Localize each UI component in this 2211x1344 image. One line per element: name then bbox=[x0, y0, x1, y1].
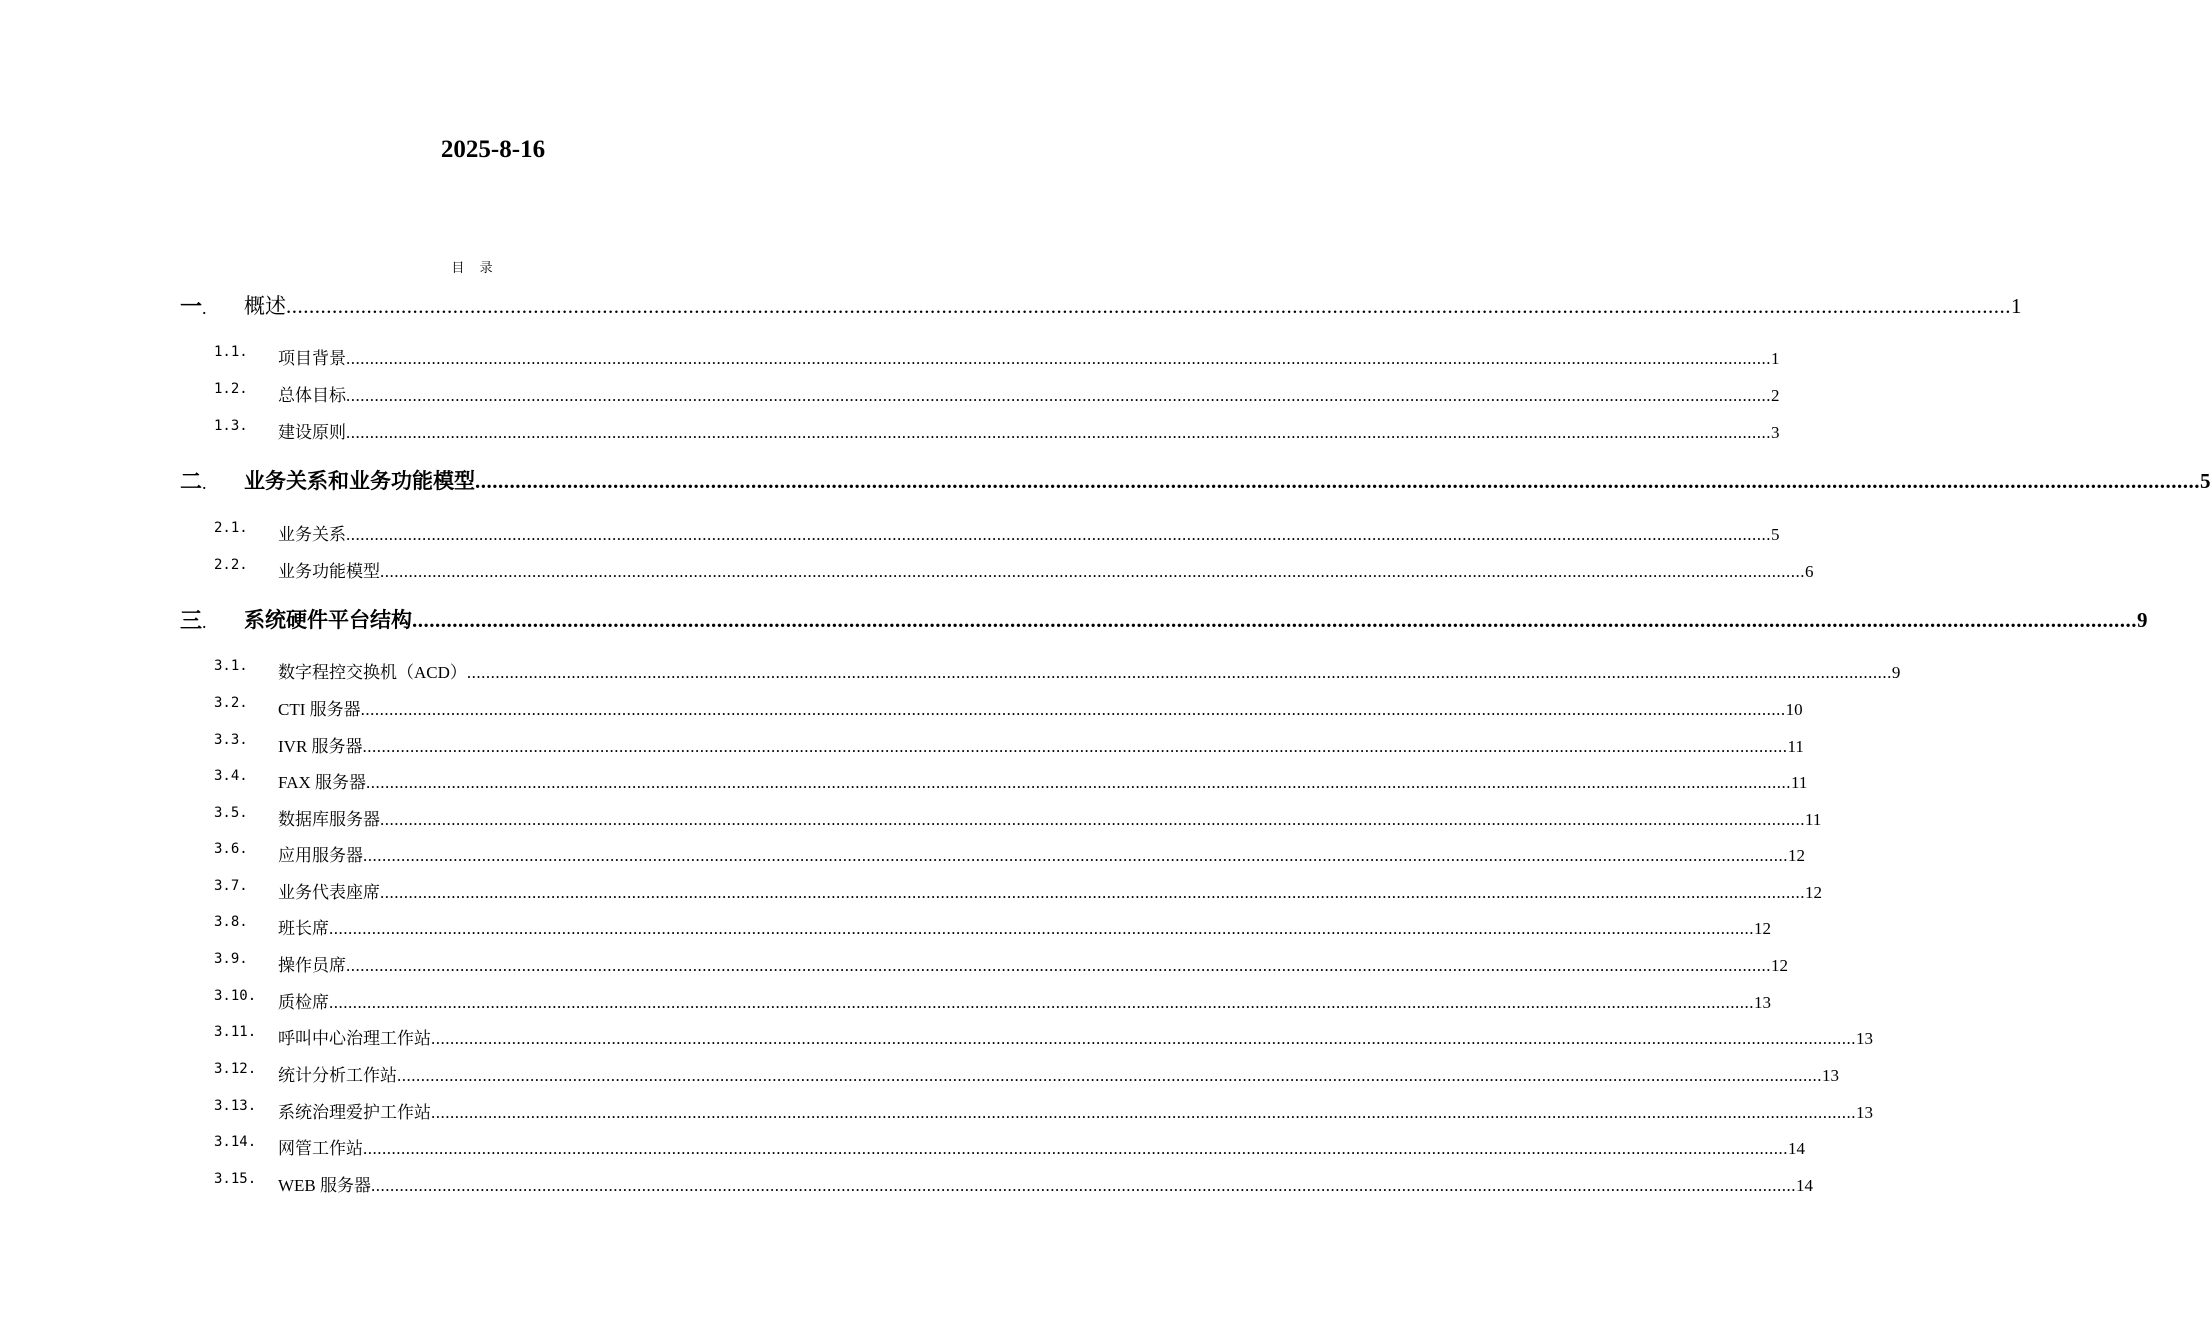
toc-section-entry[interactable] bbox=[0, 1024, 1873, 1054]
toc-entry-number: 3.12. bbox=[214, 1061, 257, 1077]
toc-entry-title: 操作员席 bbox=[278, 956, 346, 975]
toc-entry-title: 班长席 bbox=[278, 919, 329, 938]
toc-entry-page: 3 bbox=[1771, 423, 1780, 442]
toc-entry-line bbox=[278, 768, 1808, 793]
toc-section-entry[interactable] bbox=[0, 1134, 1805, 1164]
toc-entry-number: 3.5. bbox=[214, 805, 248, 821]
toc-leader-dots: ............................................................................................................................................................................................................................................................................................................ bbox=[329, 993, 1754, 1012]
toc-entry-page: 12 bbox=[1805, 883, 1822, 902]
toc-entry-page: 11 bbox=[1805, 810, 1822, 829]
toc-chapter-entry[interactable] bbox=[0, 290, 2022, 320]
toc-leader-dots: ............................................................................................................................................................................................................................................................................................................ bbox=[371, 1176, 1797, 1195]
toc-entry-number: 3.6. bbox=[214, 841, 248, 857]
toc-entry-page: 13 bbox=[1856, 1103, 1873, 1122]
toc-entry-number: 2.2. bbox=[214, 557, 248, 573]
toc-section-entry[interactable] bbox=[0, 658, 1901, 688]
toc-entry-title: 呼叫中心治理工作站 bbox=[278, 1029, 431, 1048]
toc-entry-page: 9 bbox=[1891, 663, 1901, 682]
toc-entry-number: 1.3. bbox=[214, 418, 248, 434]
toc-leader-dots: ............................................................................................................................................................................................................................................................................................................ bbox=[360, 700, 1786, 719]
toc-entry-line bbox=[278, 695, 1803, 720]
toc-entry-line bbox=[278, 658, 1901, 683]
toc-entry-line bbox=[244, 465, 2211, 495]
chapter-numeral-dot: . bbox=[202, 298, 207, 318]
toc-entry-line bbox=[278, 988, 1771, 1013]
chapter-numeral: 三 bbox=[180, 608, 203, 633]
toc-leader-dots: ............................................................................................................................................................................................................................................................................................................ bbox=[380, 562, 1805, 581]
toc-entry-title: 业务关系和业务功能模型 bbox=[244, 469, 475, 493]
toc-entry-line bbox=[244, 290, 2022, 320]
toc-entry-line bbox=[278, 520, 1780, 545]
toc-leader-dots: ............................................................................................................................................................................................................................................................................................................ bbox=[346, 956, 1771, 975]
toc-entry-title: WEB 服务器 bbox=[278, 1176, 372, 1195]
toc-section-entry[interactable] bbox=[0, 1171, 1814, 1201]
toc-entry-page: 5 bbox=[1771, 525, 1780, 544]
toc-entry-number: 3.11. bbox=[214, 1024, 257, 1040]
chapter-numeral-dot: . bbox=[202, 612, 207, 632]
toc-leader-dots: ............................................................................................................................................................................................................................................................................................................ bbox=[466, 663, 1892, 682]
toc-section-entry[interactable] bbox=[0, 732, 1804, 762]
toc-entry-number: 3.9. bbox=[214, 951, 248, 967]
toc-entry-page: 2 bbox=[1771, 386, 1780, 405]
toc-leader-dots: ............................................................................................................................................................................................................................................................................................................ bbox=[346, 349, 1771, 368]
toc-entry-number: 3.10. bbox=[214, 988, 257, 1004]
toc-entry-title: 建设原则 bbox=[278, 423, 346, 442]
toc-entry-number: 2.1. bbox=[214, 520, 248, 536]
toc-entry-title: 数据库服务器 bbox=[278, 810, 380, 829]
toc-section-entry[interactable] bbox=[0, 695, 1803, 725]
toc-entry-title: 系统硬件平台结构 bbox=[244, 608, 412, 632]
toc-entry-page: 9 bbox=[2137, 608, 2148, 632]
toc-entry-line bbox=[278, 878, 1822, 903]
toc-section-entry[interactable] bbox=[0, 418, 1780, 448]
toc-title: 目 录 bbox=[451, 260, 499, 275]
toc-entry-title: 质检席 bbox=[278, 993, 329, 1012]
toc-leader-dots: ............................................................................................................................................................................................................................................................................................................ bbox=[397, 1066, 1822, 1085]
toc-section-entry[interactable] bbox=[0, 1098, 1873, 1128]
toc-section-entry[interactable] bbox=[0, 951, 1788, 981]
toc-entry-number: 3.14. bbox=[214, 1134, 257, 1150]
toc-entry-line bbox=[244, 604, 2148, 634]
toc-leader-dots: ............................................................................................................................................................................................................................................................................................................ bbox=[431, 1029, 1856, 1048]
toc-leader-dots: ............................................................................................................................................................................................................................................................................................................ bbox=[412, 608, 2137, 632]
toc-entry-line bbox=[278, 418, 1780, 443]
toc-entry-title: 系统治理爱护工作站 bbox=[278, 1103, 431, 1122]
toc-leader-dots: ............................................................................................................................................................................................................................................................................................................ bbox=[346, 386, 1771, 405]
chapter-numeral: 二 bbox=[180, 469, 203, 494]
toc-entry-page: 13 bbox=[1754, 993, 1771, 1012]
toc-entry-title: 业务关系 bbox=[278, 525, 346, 544]
toc-entry-number: 3.4. bbox=[214, 768, 248, 784]
toc-entry-title: CTI 服务器 bbox=[278, 700, 361, 719]
toc-entry-page: 1 bbox=[2011, 294, 2022, 318]
toc-entry-line bbox=[278, 557, 1814, 582]
toc-entry-page: 14 bbox=[1788, 1139, 1805, 1158]
toc-entry-title: 概述 bbox=[244, 294, 286, 318]
toc-entry-number: 3.1. bbox=[214, 658, 248, 674]
toc-entry-line bbox=[278, 1171, 1814, 1196]
toc-entry-page: 11 bbox=[1791, 773, 1808, 792]
toc-entry-page: 12 bbox=[1754, 919, 1771, 938]
toc-entry-number: 3.15. bbox=[214, 1171, 257, 1187]
toc-entry-number bbox=[180, 604, 207, 635]
chapter-numeral: 一 bbox=[180, 294, 203, 319]
toc-leader-dots: ............................................................................................................................................................................................................................................................................................................ bbox=[380, 883, 1805, 902]
toc-section-entry[interactable] bbox=[0, 841, 1805, 871]
toc-section-entry[interactable] bbox=[0, 344, 1780, 374]
toc-entry-number bbox=[180, 290, 207, 321]
toc-chapter-entry[interactable] bbox=[0, 465, 2211, 495]
toc-entry-title: IVR 服务器 bbox=[278, 737, 363, 756]
toc-entry-number: 3.3. bbox=[214, 732, 248, 748]
toc-entry-page: 13 bbox=[1856, 1029, 1873, 1048]
toc-section-entry[interactable] bbox=[0, 381, 1780, 411]
toc-entry-page: 10 bbox=[1785, 700, 1803, 719]
toc-entry-line bbox=[278, 1098, 1873, 1123]
chapter-numeral-dot: . bbox=[202, 473, 207, 493]
toc-entry-number: 3.8. bbox=[214, 914, 248, 930]
toc-leader-dots: ............................................................................................................................................................................................................................................................................................................ bbox=[346, 525, 1771, 544]
toc-entry-page: 12 bbox=[1771, 956, 1788, 975]
toc-entry-number: 3.7. bbox=[214, 878, 248, 894]
toc-entry-page: 6 bbox=[1805, 562, 1814, 581]
toc-entry-number: 1.2. bbox=[214, 381, 248, 397]
toc-section-entry[interactable] bbox=[0, 1061, 1839, 1091]
toc-entry-line bbox=[278, 841, 1805, 866]
toc-entry-line bbox=[278, 805, 1822, 830]
document-date: 2025-8-16 bbox=[440, 136, 546, 163]
toc-entry-page: 13 bbox=[1822, 1066, 1839, 1085]
toc-entry-line bbox=[278, 732, 1804, 757]
toc-entry-page: 12 bbox=[1788, 846, 1805, 865]
toc-section-entry[interactable] bbox=[0, 988, 1771, 1018]
toc-leader-dots: ............................................................................................................................................................................................................................................................................................................ bbox=[346, 423, 1771, 442]
toc-leader-dots: ............................................................................................................................................................................................................................................................................................................ bbox=[362, 737, 1788, 756]
toc-leader-dots: ............................................................................................................................................................................................................................................................................................................ bbox=[329, 919, 1754, 938]
toc-entry-page: 11 bbox=[1787, 737, 1804, 756]
toc-entry-title: 业务功能模型 bbox=[278, 562, 380, 581]
toc-entry-line bbox=[278, 914, 1771, 939]
toc-leader-dots: ............................................................................................................................................................................................................................................................................................................ bbox=[286, 294, 2011, 318]
toc-entry-line bbox=[278, 381, 1780, 406]
toc-section-entry[interactable] bbox=[0, 914, 1771, 944]
toc-leader-dots: ............................................................................................................................................................................................................................................................................................................ bbox=[475, 469, 2200, 493]
toc-leader-dots: ............................................................................................................................................................................................................................................................................................................ bbox=[431, 1103, 1856, 1122]
toc-entry-line bbox=[278, 344, 1780, 369]
toc-entry-title: 网管工作站 bbox=[278, 1139, 363, 1158]
toc-entry-number: 1.1. bbox=[214, 344, 248, 360]
toc-entry-line bbox=[278, 951, 1788, 976]
toc-entry-title: 应用服务器 bbox=[278, 846, 363, 865]
toc-entry-page: 5 bbox=[2200, 469, 2211, 493]
toc-entry-page: 1 bbox=[1771, 349, 1780, 368]
toc-entry-number bbox=[180, 465, 207, 496]
toc-leader-dots: ............................................................................................................................................................................................................................................................................................................ bbox=[366, 773, 1791, 792]
toc-entry-line bbox=[278, 1024, 1873, 1049]
toc-leader-dots: ............................................................................................................................................................................................................................................................................................................ bbox=[363, 1139, 1788, 1158]
toc-section-entry[interactable] bbox=[0, 878, 1822, 908]
toc-section-entry[interactable] bbox=[0, 768, 1808, 798]
toc-section-entry[interactable] bbox=[0, 557, 1814, 587]
toc-section-entry[interactable] bbox=[0, 805, 1822, 835]
toc-entry-title: 业务代表座席 bbox=[278, 883, 380, 902]
toc-entry-page: 14 bbox=[1796, 1176, 1814, 1195]
toc-entry-title: 数字程控交换机（ACD） bbox=[278, 663, 467, 682]
toc-section-entry[interactable] bbox=[0, 520, 1780, 550]
toc-chapter-entry[interactable] bbox=[0, 604, 2148, 634]
toc-leader-dots: ............................................................................................................................................................................................................................................................................................................ bbox=[380, 810, 1805, 829]
toc-entry-line bbox=[278, 1134, 1805, 1159]
toc-entry-number: 3.2. bbox=[214, 695, 248, 711]
toc-entry-title: 项目背景 bbox=[278, 349, 346, 368]
toc-entry-title: FAX 服务器 bbox=[278, 773, 366, 792]
toc-entry-title: 总体目标 bbox=[278, 386, 346, 405]
toc-entry-line bbox=[278, 1061, 1839, 1086]
toc-entry-title: 统计分析工作站 bbox=[278, 1066, 397, 1085]
toc-leader-dots: ............................................................................................................................................................................................................................................................................................................ bbox=[363, 846, 1788, 865]
toc-entry-number: 3.13. bbox=[214, 1098, 257, 1114]
